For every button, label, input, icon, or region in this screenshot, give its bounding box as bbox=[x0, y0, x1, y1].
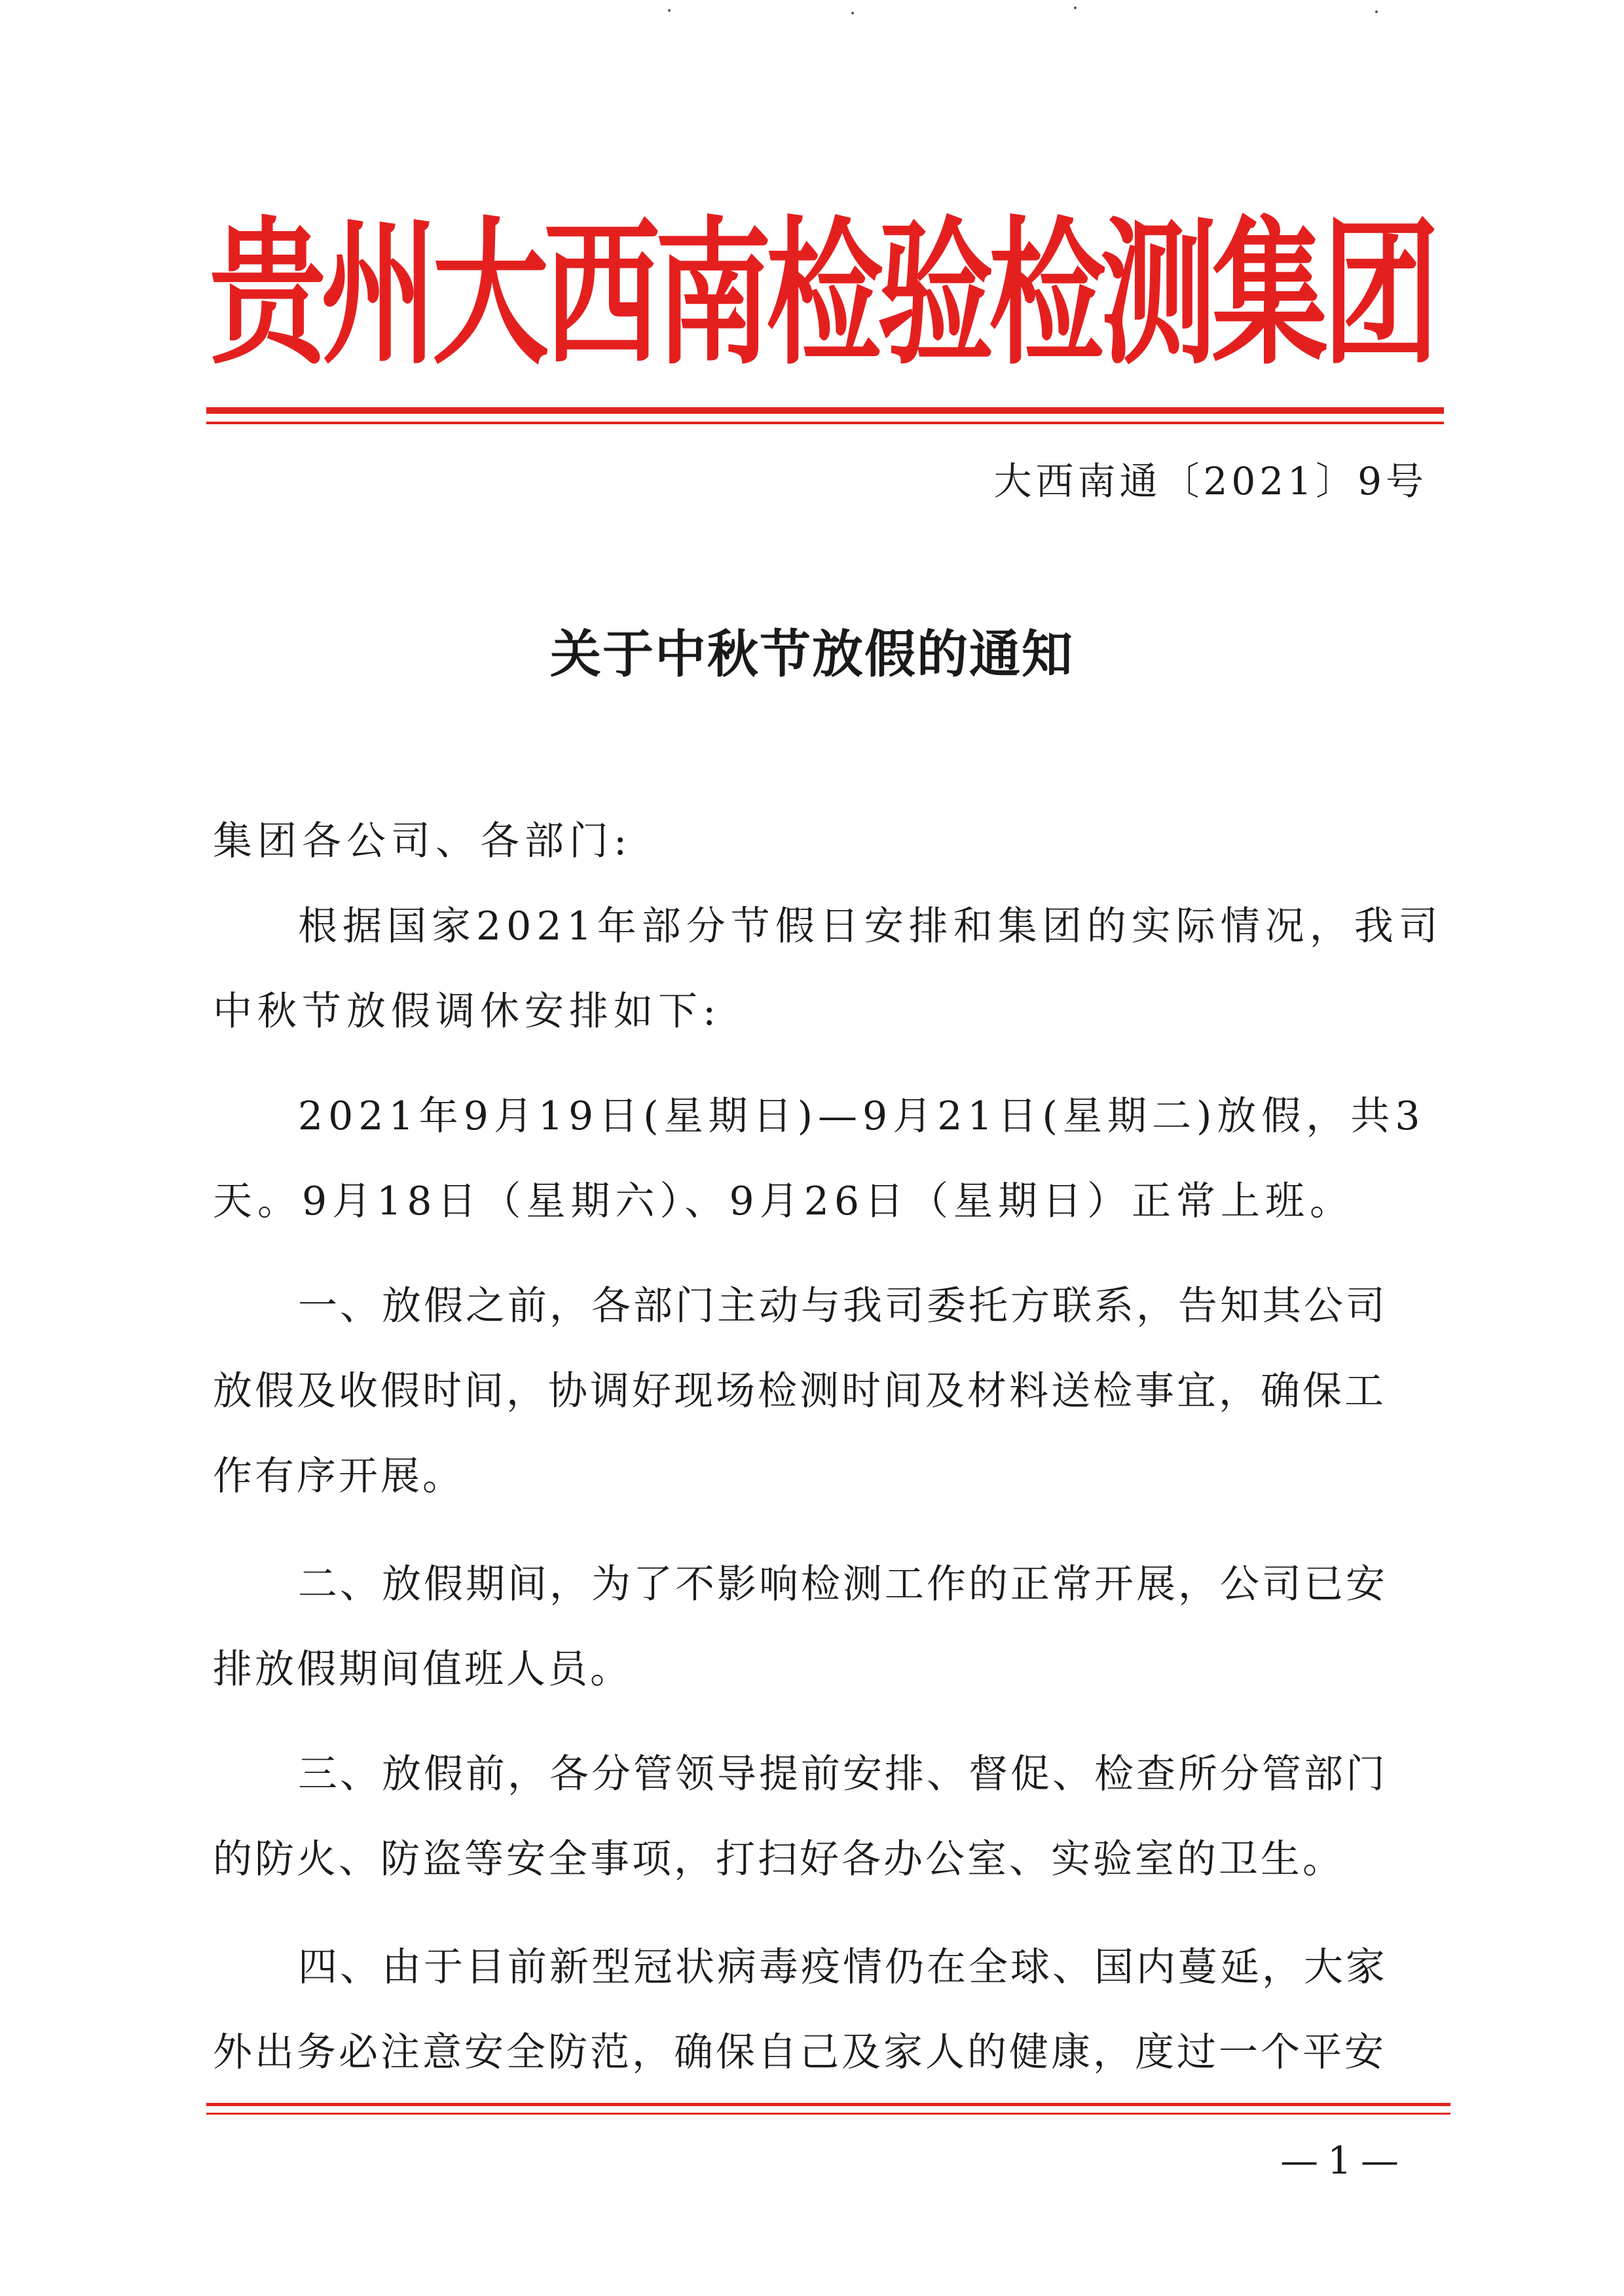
footer-rule-thin bbox=[206, 2113, 1450, 2115]
scan-speck bbox=[1375, 10, 1378, 13]
paragraph-line: 放假及收假时间，协调好现场检测时间及材料送检事宜，确保工 bbox=[213, 1368, 1386, 1414]
paragraph-line: 根据国家2021年部分节假日安排和集团的实际情况，我司 bbox=[298, 903, 1443, 949]
scan-speck bbox=[668, 9, 671, 12]
letterhead-rule-thick bbox=[206, 407, 1444, 414]
letterhead-rule-thin bbox=[206, 422, 1444, 424]
paragraph-line: 作有序开展。 bbox=[213, 1453, 464, 1499]
notice-title: 关于中秋节放假的通知 bbox=[549, 625, 1074, 684]
paragraph-line: 天。9月18日（星期六）、9月26日（星期日）正常上班。 bbox=[213, 1178, 1355, 1224]
document-number: 大西南通〔2021〕9号 bbox=[993, 459, 1428, 503]
paragraph-line: 中秋节放假调休安排如下: bbox=[213, 989, 722, 1034]
letterhead-org-name: 贵州大西南检验检测集团 bbox=[210, 202, 1434, 386]
salutation: 集团各公司、各部门: bbox=[213, 818, 633, 864]
footer-rule-thick bbox=[206, 2103, 1450, 2106]
scan-speck bbox=[1074, 7, 1077, 9]
scan-speck bbox=[851, 12, 854, 14]
paragraph-line: 二、放假期间，为了不影响检测工作的正常开展，公司已安 bbox=[298, 1561, 1388, 1607]
paragraph-line: 一、放假之前，各部门主动与我司委托方联系，告知其公司 bbox=[298, 1283, 1388, 1329]
paragraph-line: 三、放假前，各分管领导提前安排、督促、检查所分管部门 bbox=[298, 1751, 1388, 1797]
paragraph-line: 外出务必注意安全防范，确保自己及家人的健康，度过一个平安 bbox=[213, 2030, 1386, 2075]
page-number: —1— bbox=[1280, 2138, 1408, 2183]
paragraph-line: 的防火、防盗等安全事项，打扫好各办公室、实验室的卫生。 bbox=[213, 1836, 1344, 1882]
paragraph-line: 排放假期间值班人员。 bbox=[213, 1647, 632, 1692]
paragraph-line: 2021年9月19日(星期日)—9月21日(星期二)放假，共3 bbox=[298, 1093, 1426, 1139]
paragraph-line: 四、由于目前新型冠状病毒疫情仍在全球、国内蔓延，大家 bbox=[298, 1944, 1388, 1990]
